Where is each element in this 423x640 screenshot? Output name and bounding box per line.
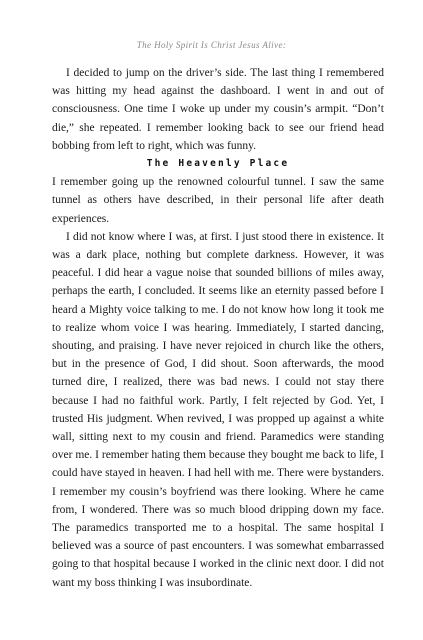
page-body	[52, 64, 384, 592]
section-heading: The Heavenly Place	[146, 158, 290, 170]
running-header: The Holy Spirit Is Christ Jesus Alive:	[136, 40, 287, 50]
paragraph-tunnel: I remember going up the renowned colourful tunnel. I saw the same tunnel as others have described, in their personal life after death experiences.	[52, 176, 384, 225]
paragraph-darkness: I did not know where I was, at first. I just stood there in existence. It was a dark place, nothing but complete darkness. However, it was peaceful. I did hear a vague noise that sounded billions of miles away, perhaps the earth, I concluded. It seems like an eternity passed before I heard a Mighty voice talking to me. I do not know how long it took me to realize whom voice I was hearing. Immediately, I started dancing, shouting, and praising. I have never rejoiced in church like the others, but in the presence of God, I did shout. Soon afterwards, the mood turned dire, I realized, there was bad news. I could not stay there because I had no faithful work. Partly, I felt rejected by God. Yet, I trusted His judgment. When revived, I was propped up against a white wall, sitting next to my cousin and friend. Paramedics were standing over me. I remember hating them because they bought me back to life, I could have stayed in heaven. I had hell with me. There were bystanders. I remember my cousin’s boyfriend was there looking. Where he came from, I wondered. There was so much blood dripping down my face. The paramedics transported me to a hospital. The same hospital I believed was a source of past encounters. I was somewhat embarrassed going to that hospital because I worked in the clinic next door. I did not want my boss thinking I was insubordinate.	[52, 230, 384, 589]
paragraph-accident: I decided to jump on the driver’s side. The last thing I remembered was hitting my head against the dashboard. I went in and out of consciousness. One time I woke up under my cousin’s armpit. “Don’t die,” she repeated. I remember looking back to see our friend head bobbing from left to right, which was funny.	[52, 67, 384, 152]
